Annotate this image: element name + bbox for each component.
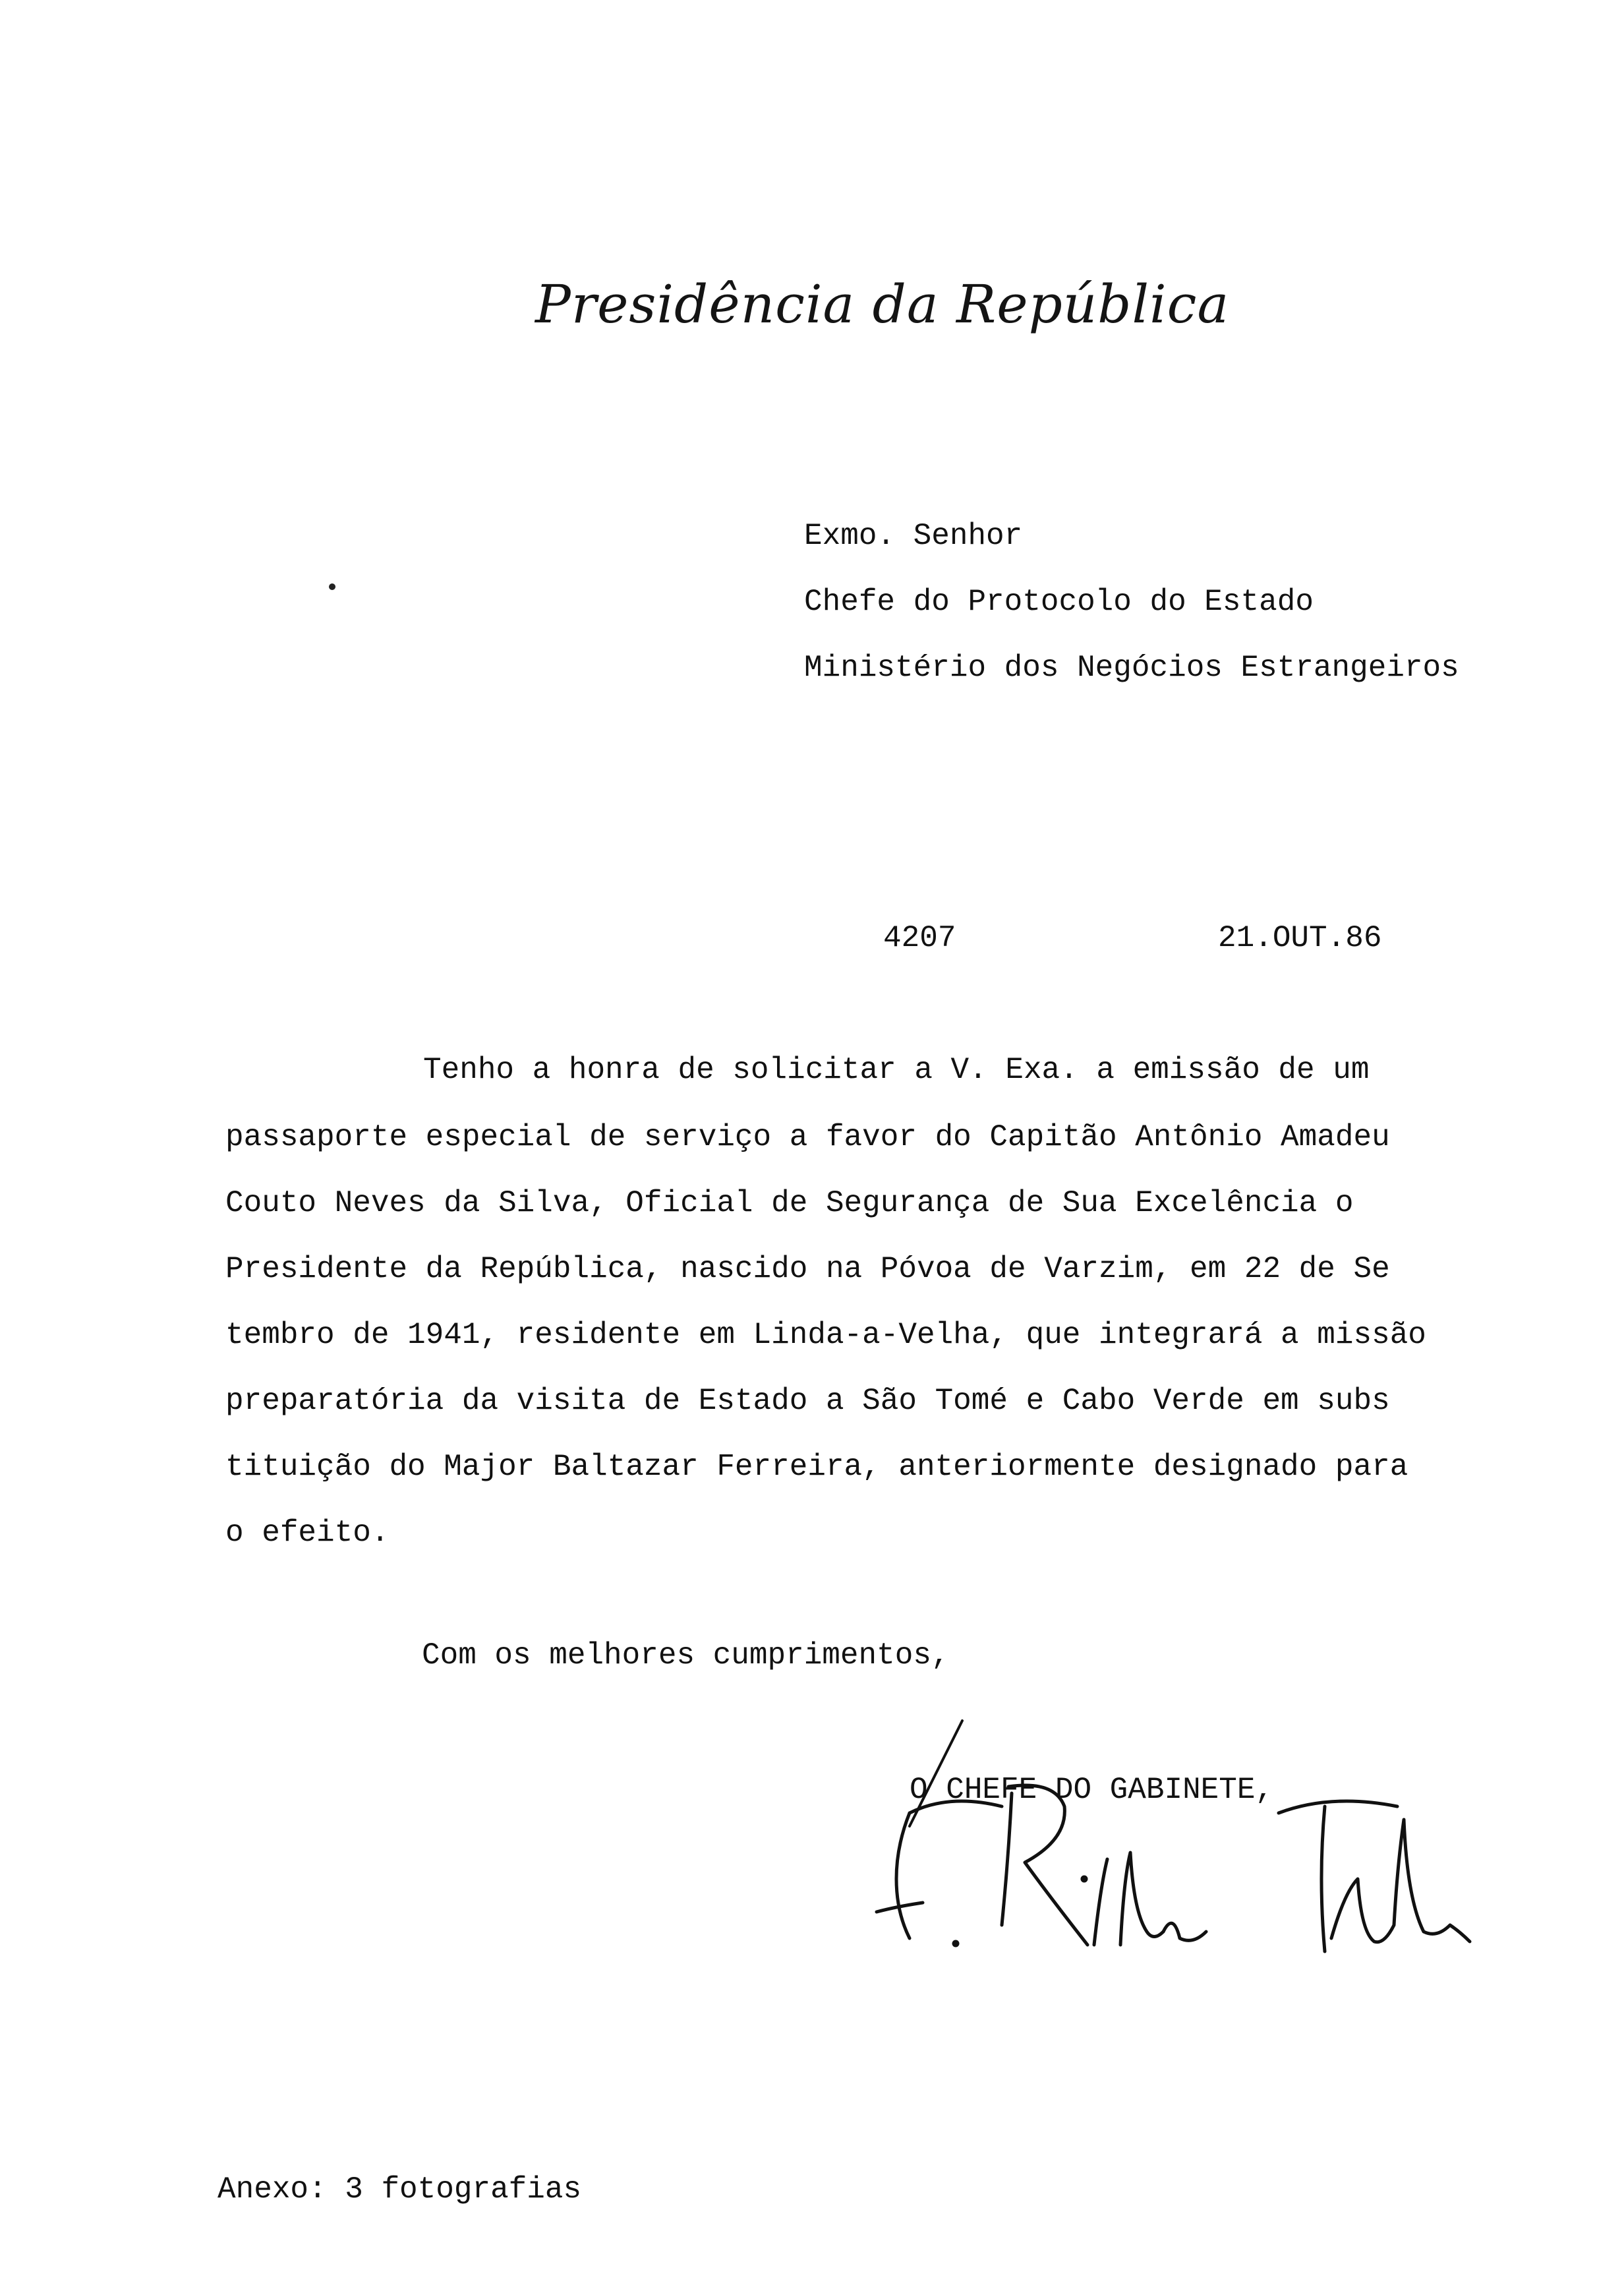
addressee-line-1: Exmo. Senhor [804,519,1023,553]
body-line-8: o efeito. [225,1516,390,1550]
body-line-5: tembro de 1941, residente em Linda-a-Velha, que integrará a missão [225,1318,1426,1352]
addressee-line-2: Chefe do Protocolo do Estado [804,585,1314,619]
body-line-1: Tenho a honra de solicitar a V. Exa. a emissão de um [423,1053,1370,1087]
reference-number: 4207 [883,921,956,955]
letterhead-title: Presidência da República [535,274,1230,335]
body-line-6: preparatória da visita de Estado a São Tomé e Cabo Verde em subs [225,1384,1390,1418]
signature-handwritten [870,1714,1476,1991]
body-line-3: Couto Neves da Silva, Oficial de Segurança de Sua Excelência o [225,1186,1354,1220]
body-line-2: passaporte especial de serviço a favor do Capitão Antônio Amadeu [225,1120,1390,1154]
addressee-line-3: Ministério dos Negócios Estrangeiros [804,651,1459,685]
signature-role: O CHEFE DO GABINETE, [910,1773,1274,1807]
body-line-7: tituição do Major Baltazar Ferreira, anteriormente designado para [225,1450,1408,1484]
closing-text: Com os melhores cumprimentos, [422,1638,950,1673]
ink-speck [329,583,335,590]
reference-date: 21.OUT.86 [1218,921,1382,955]
annex-text: Anexo: 3 fotografias [218,2172,582,2207]
body-line-4: Presidente da República, nascido na Póvoa de Varzim, em 22 de Se [225,1252,1390,1286]
